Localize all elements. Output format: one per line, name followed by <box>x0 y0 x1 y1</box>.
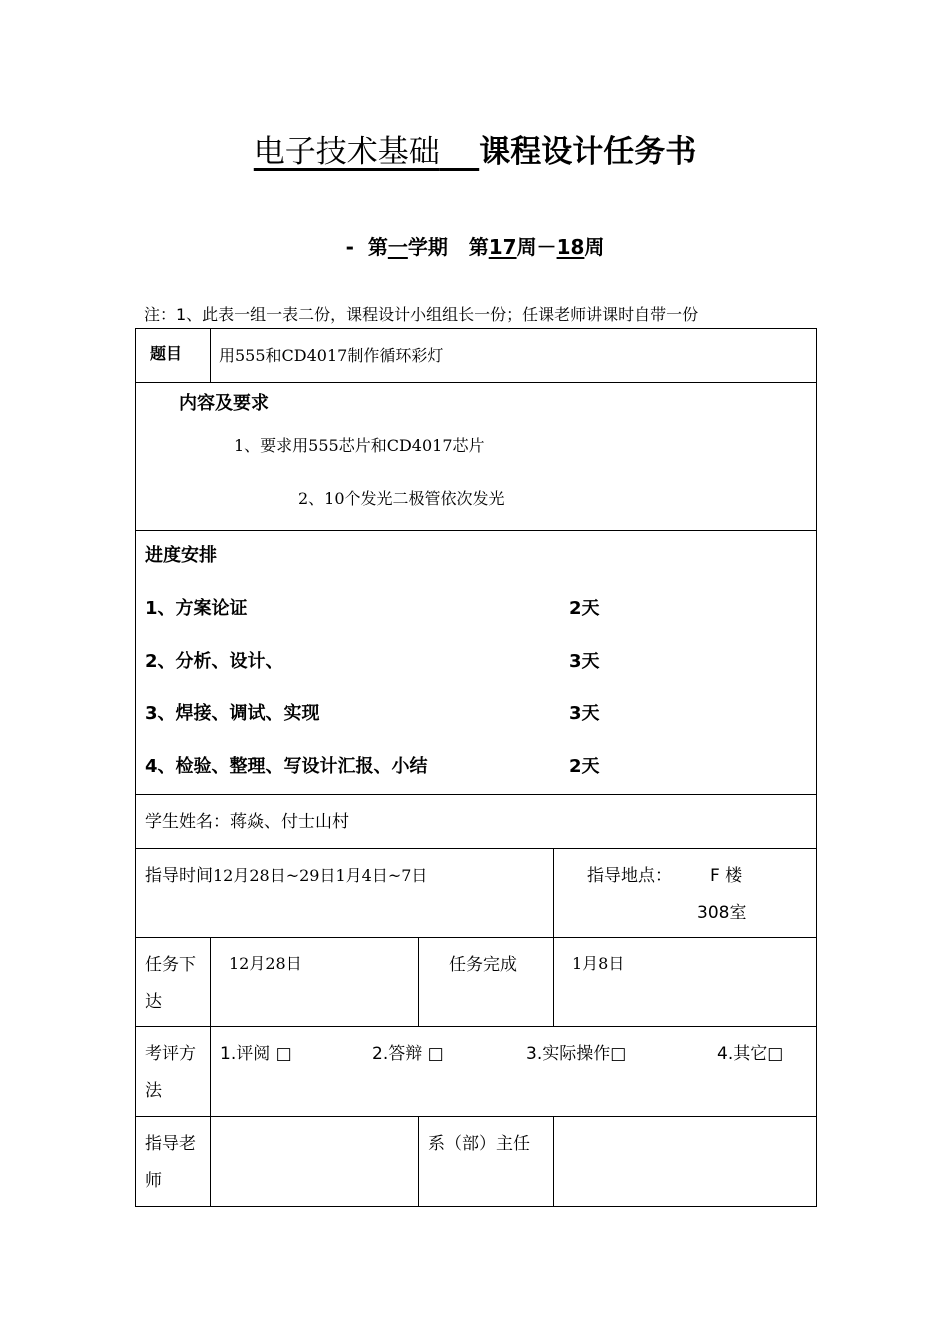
evaluation-row <box>136 1027 817 1117</box>
schedule-task-3: 3、焊接、调试、实现 <box>145 703 320 724</box>
term-line <box>0 232 950 262</box>
evaluation-option-practice[interactable]: 3.实际操作□ <box>526 1044 627 1064</box>
topic-value: 用555和CD4017制作循环彩灯 <box>219 346 444 365</box>
schedule-label: 进度安排 <box>145 545 217 566</box>
dept-label: 系（部）主任 <box>428 1134 530 1154</box>
evaluation-option-review[interactable]: 1.评阅 □ <box>220 1044 292 1064</box>
course-name: 电子技术基础 <box>253 134 440 170</box>
complete-label-cell <box>419 938 554 1027</box>
issue-value-cell <box>211 938 419 1027</box>
evaluation-label-cell <box>136 1027 211 1117</box>
week-start: 17 <box>488 235 517 259</box>
content-label: 内容及要求 <box>179 393 269 414</box>
document-title <box>0 128 950 176</box>
guidance-time-value: 12月28日~29日1月4日~7日 <box>213 866 428 885</box>
issue-value: 12月28日 <box>229 954 302 973</box>
title-underline-gap <box>440 134 479 170</box>
complete-label: 任务完成 <box>449 955 517 975</box>
content-item-2: 2、10个发光二极管依次发光 <box>298 489 505 508</box>
students-row <box>136 795 817 849</box>
week-mid: 周－ <box>516 235 557 259</box>
term-prefix: - 第 <box>345 235 388 259</box>
content-item-1: 1、要求用555芯片和CD4017芯片 <box>234 436 485 455</box>
complete-value: 1月8日 <box>572 954 625 973</box>
issue-label-1: 任务下 <box>145 955 196 975</box>
term-mid: 学期 第 <box>407 235 489 259</box>
schedule-task-1: 1、方案论证 <box>145 598 248 619</box>
schedule-days-3: 3天 <box>569 703 600 724</box>
task-table <box>135 328 817 1207</box>
term-number: 一 <box>387 235 408 259</box>
dept-signature-cell[interactable] <box>554 1117 817 1207</box>
schedule-row <box>136 531 817 795</box>
teacher-label-cell <box>136 1117 211 1207</box>
schedule-task-4: 4、检验、整理、写设计汇报、小结 <box>145 756 428 777</box>
schedule-cell <box>136 531 817 795</box>
guidance-place-room: 308室 <box>697 903 747 923</box>
guidance-time-label: 指导时间 <box>145 866 213 886</box>
evaluation-option-defense[interactable]: 2.答辩 □ <box>372 1044 444 1064</box>
topic-label: 题目 <box>150 344 183 363</box>
teacher-signature-cell[interactable] <box>211 1117 419 1207</box>
content-cell <box>136 383 817 531</box>
topic-label-cell <box>136 329 211 383</box>
students-names: 蒋焱、付士山村 <box>230 812 349 832</box>
guidance-place-cell <box>554 849 817 938</box>
guidance-place-label: 指导地点： <box>587 866 672 886</box>
title-main: 课程设计任务书 <box>479 134 697 170</box>
evaluation-label-1: 考评方 <box>145 1044 196 1064</box>
topic-value-cell <box>211 329 817 383</box>
week-suffix: 周 <box>584 235 605 259</box>
schedule-days-4: 2天 <box>569 756 600 777</box>
issue-label-2: 达 <box>145 992 162 1012</box>
guidance-row <box>136 849 817 938</box>
teacher-label-1: 指导老 <box>145 1134 196 1154</box>
signatures-row <box>136 1117 817 1207</box>
schedule-days-2: 3天 <box>569 651 600 672</box>
guidance-time <box>145 861 427 886</box>
evaluation-label-2: 法 <box>145 1081 162 1101</box>
issue-label-cell <box>136 938 211 1027</box>
evaluation-options-cell <box>211 1027 817 1117</box>
students-text <box>145 807 349 832</box>
evaluation-option-other[interactable]: 4.其它□ <box>717 1044 784 1064</box>
guidance-place-building: F 楼 <box>710 866 743 886</box>
schedule-task-2: 2、分析、设计、 <box>145 651 284 672</box>
students-cell <box>136 795 817 849</box>
content-row <box>136 383 817 531</box>
teacher-label-2: 师 <box>145 1171 162 1191</box>
task-dates-row <box>136 938 817 1027</box>
schedule-days-1: 2天 <box>569 598 600 619</box>
students-label: 学生姓名： <box>145 812 230 832</box>
topic-row <box>136 329 817 383</box>
complete-value-cell <box>554 938 817 1027</box>
note-text: 注：1、此表一组一表二份，课程设计小组组长一份；任课老师讲课时自带一份 <box>144 305 699 324</box>
dept-label-cell <box>419 1117 554 1207</box>
guidance-time-cell <box>136 849 554 938</box>
week-end: 18 <box>556 235 585 259</box>
